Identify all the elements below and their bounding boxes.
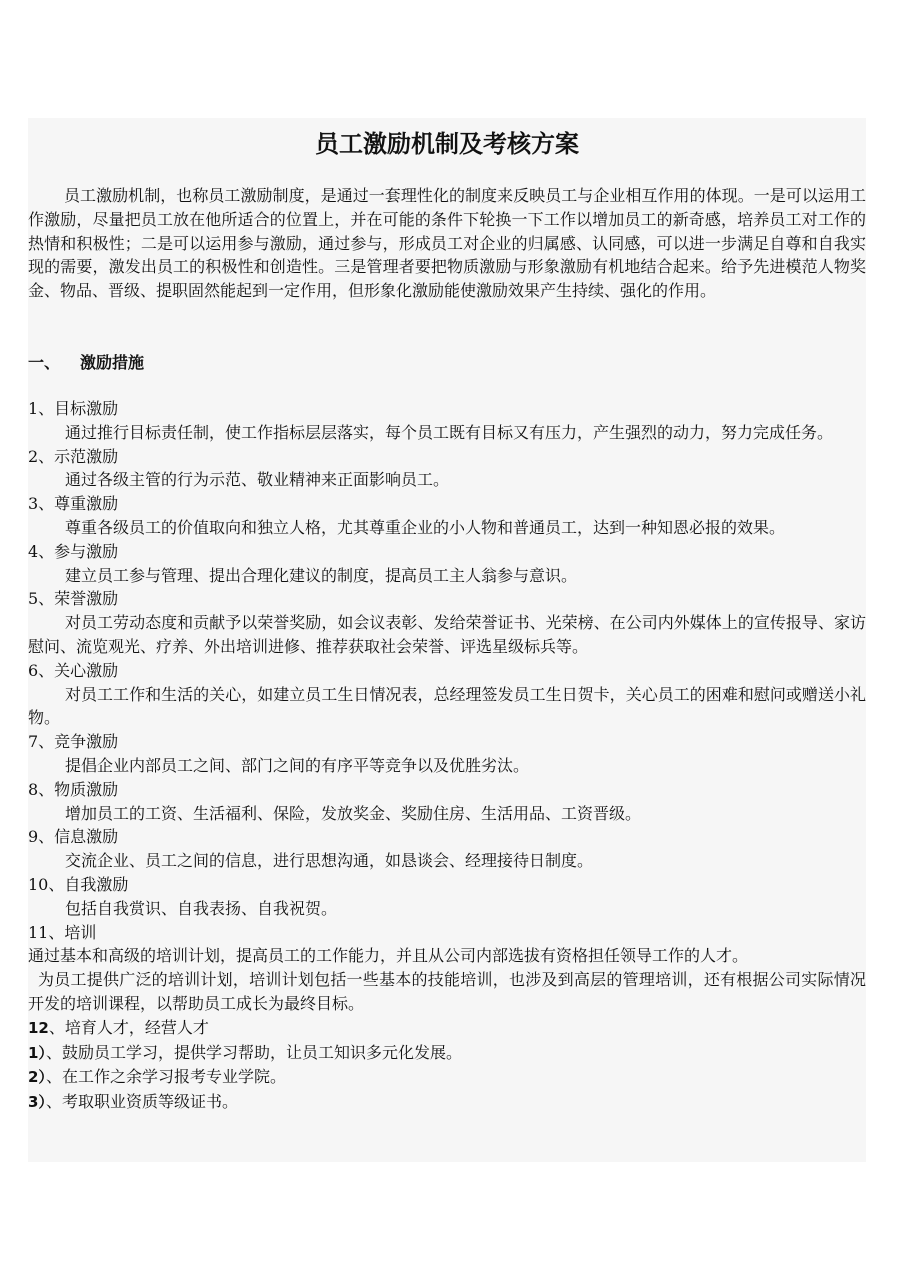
item-title: 7、竞争激励 xyxy=(28,732,119,752)
cultivate-title-text: 、培育人才，经营人才 xyxy=(48,1017,209,1037)
item-title: 3、尊重激励 xyxy=(28,494,119,514)
point-text: 、考取职业资质等级证书。 xyxy=(45,1092,238,1112)
point-number: 2） xyxy=(28,1068,46,1087)
item-body: 交流企业、员工之间的信息，进行思想沟通，如恳谈会、经理接待日制度。 xyxy=(65,851,594,871)
item-body: 尊重各级员工的价值取向和独立人格，尤其尊重企业的小人物和普通员工，达到一种知恩必报的效果。 xyxy=(65,517,786,537)
point-text: 、鼓励员工学习，提供学习帮助，让员工知识多元化发展。 xyxy=(45,1042,462,1062)
item-body: 通过各级主管的行为示范、敬业精神来正面影响员工。 xyxy=(65,470,450,490)
intro-paragraph: 员工激励机制，也称员工激励制度，是通过一套理性化的制度来反映员工与企业相互作用的体现。一是可以运用工作激励，尽量把员工放在他所适合的位置上，并在可能的条件下轮换一下工作以增加员工的新奇感，培养员工对工作的热情和积极性；二是可以运用参与激励，通过参与，形成员工对企业的归属感、认同感，可以进一步满足自尊和自我实现的需要，激发出员工的积极性和创造性。三是管理者要把物质激励与形象激励有机地结合起来。给予先进模范人物奖金、物品、晋级、提职固然能起到一定作用，但形象化激励能使激励效果产生持续、强化的作用。 xyxy=(28,186,866,301)
cultivate-point xyxy=(28,1090,866,1115)
cultivate-point xyxy=(28,1065,866,1090)
item-title: 5、荣誉激励 xyxy=(28,589,119,609)
point-text: 、在工作之余学习报考专业学院。 xyxy=(45,1067,286,1087)
cultivate-title xyxy=(28,1016,866,1041)
point-number: 1） xyxy=(28,1043,46,1062)
item-title: 4、参与激励 xyxy=(28,541,119,561)
item-title: 1、目标激励 xyxy=(28,399,119,418)
section-number: 一、 xyxy=(28,353,61,372)
item-body: 对员工劳动态度和贡献予以荣誉奖励，如会议表彰、发给荣誉证书、光荣榜、在公司内外媒体上的宣传报导、家访慰问、流览观光、疗养、外出培训进修、推荐获取社会荣誉、评选星级标兵等。 xyxy=(28,613,866,656)
training-title: 11、培训 xyxy=(28,922,97,942)
cultivate-point xyxy=(28,1041,866,1066)
item-body: 增加员工的工资、生活福利、保险，发放奖金、奖励住房、生活用品、工资晋级。 xyxy=(65,803,642,823)
measures-list xyxy=(28,397,866,1115)
item-title: 9、信息激励 xyxy=(28,827,119,847)
item-body: 包括自我赏识、自我表扬、自我祝贺。 xyxy=(65,898,338,918)
item-title: 2、示范激励 xyxy=(28,446,119,466)
document-title: 员工激励机制及考核方案 xyxy=(315,130,579,158)
cultivate-number: 12 xyxy=(28,1018,49,1037)
document-page xyxy=(28,118,866,1162)
item-title: 8、物质激励 xyxy=(28,779,119,799)
item-body: 建立员工参与管理、提出合理化建议的制度，提高员工主人翁参与意识。 xyxy=(65,565,578,585)
item-body: 提倡企业内部员工之间、部门之间的有序平等竞争以及优胜劣汰。 xyxy=(65,755,530,775)
training-line-1: 通过基本和高级的培训计划，提高员工的工作能力，并且从公司内部选拔有资格担任领导工作的人才。 xyxy=(28,946,749,966)
item-body: 通过推行目标责任制，使工作指标层层落实，每个员工既有目标又有压力，产生强烈的动力，努力完成任务。 xyxy=(65,422,834,442)
section-heading xyxy=(28,351,144,375)
item-title: 10、自我激励 xyxy=(28,874,129,894)
training-line-2: 为员工提供广泛的培训计划，培训计划包括一些基本的技能培训，也涉及到高层的管理培训，还有根据公司实际情况开发的培训课程，以帮助员工成长为最终目标。 xyxy=(28,970,866,1013)
item-title: 6、关心激励 xyxy=(28,660,119,680)
item-body: 对员工工作和生活的关心，如建立员工生日情况表，总经理签发员工生日贺卡，关心员工的困难和慰问或赠送小礼物。 xyxy=(28,684,866,728)
point-number: 3） xyxy=(28,1093,46,1112)
section-title: 激励措施 xyxy=(80,353,145,372)
